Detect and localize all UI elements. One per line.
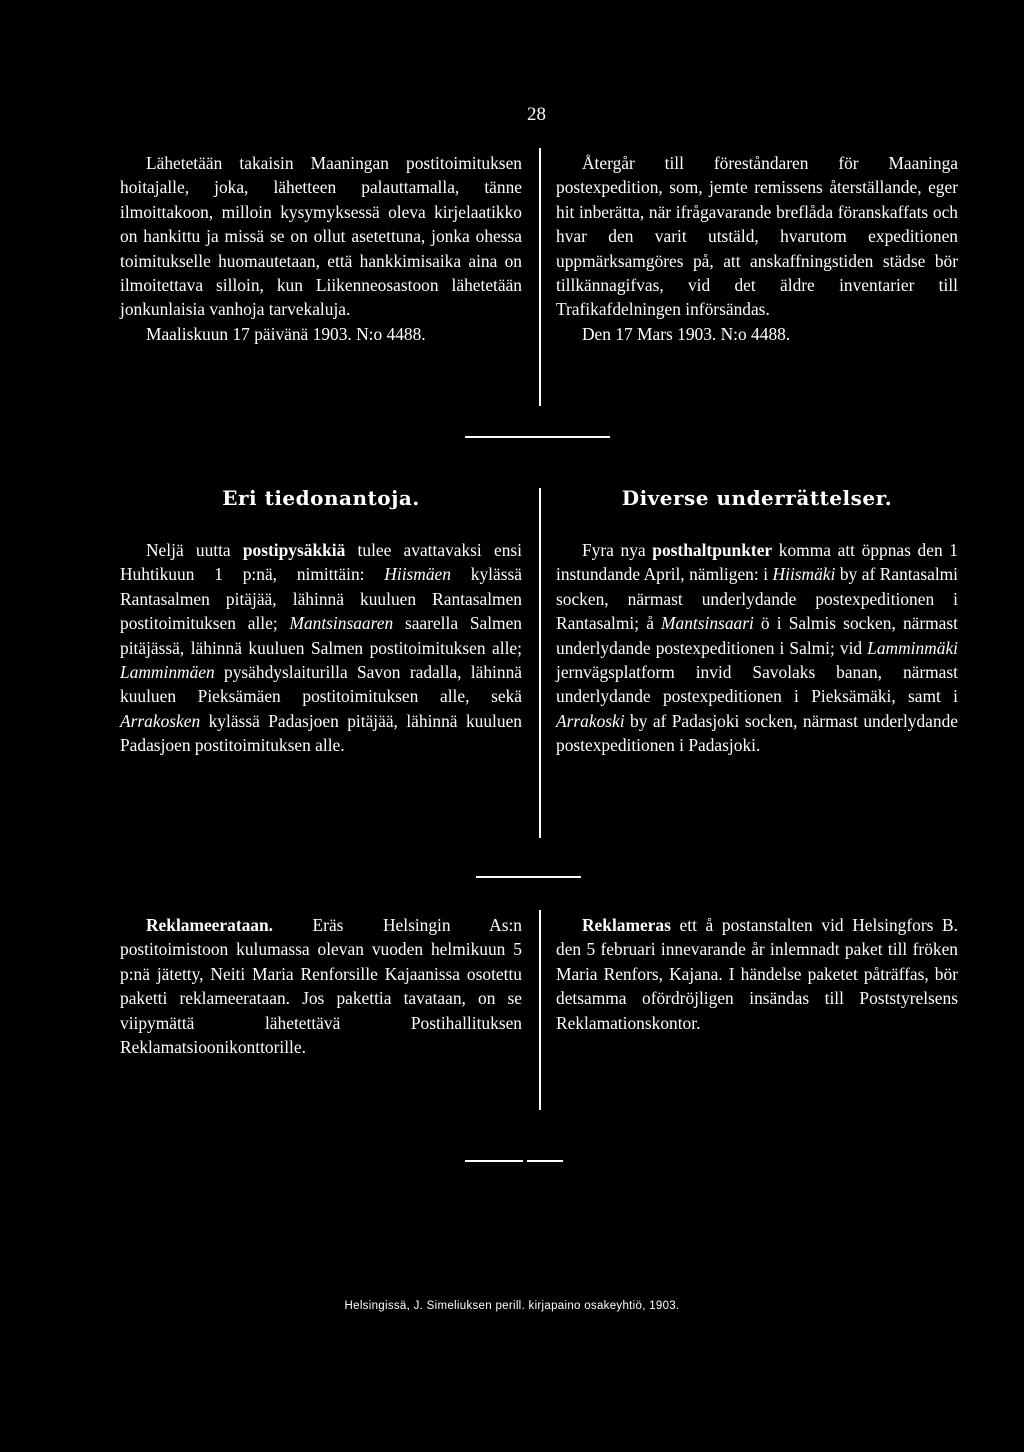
bottom-left-column (120, 913, 522, 1059)
return-note-swedish-date: Den 17 Mars 1903. N:o 4488. (582, 323, 791, 344)
reclamation-swedish: Reklameras ett å postanstalten vid Helsingfors B. den 5 februari innevarande år inlemnadt paket till fröken Maria Renfors, Kajana. I händelse paketet påträffas, bör detsamma ofördröjligen insändas till Poststyrelsens Reklamationskontor. (556, 915, 958, 1033)
heading-swedish-notices: Diverse underrättelser. (621, 486, 893, 510)
new-stops-swedish: Fyra nya posthaltpunkter komma att öppnas den 1 instundande April, nämligen: i Hiismäki by af Rantasalmi socken, närmast underlydande postexpeditionen i Rantasalmi; å Mantsinsaari ö i Salmis socken, närmast underlydande postexpeditionen i Salmi; vid Lamminmäki jernvägsplatform invid Savolaks banan, närmast underlydande postexpeditionen i Pieksämäki, samt i Arrakoski by af Padasjoki socken, närmast underlydande postexpeditionen i Padasjoki. (556, 540, 959, 756)
middle-left-column (120, 538, 522, 758)
section-divider-top (465, 436, 610, 438)
page-number: 28 (527, 104, 546, 125)
printer-imprint: Helsingissä, J. Simeliuksen perill. kirjapaino osakeyhtiö, 1903. (344, 1300, 680, 1312)
return-note-finnish: Lähetetään takaisin Maaningan postitoimituksen hoitajalle, joka, lähetteen palauttamalla, tänne ilmoittakoon, milloin kysymyksessä oleva kirjelaatikko on hankittu ja missä se on ollut asetettuna, jonka ohessa toimitukselle huomautetaan, että hankkimisaika aina on ilmoitettava silloin, kun Liikenneosastoon lähetetään jonkunlaisia vanhoja tarvekaluja. (120, 153, 522, 320)
top-column-divider (539, 148, 541, 406)
return-note-swedish: Återgår till föreståndaren för Maaninga postexpedition, som, jemte remissens återställande, eger hit inberätta, när ifrågavarande breflåda föranskaffats och hvar den varit utstäld, hvarutom expeditionen uppmärksamgöres på, att anskaffningstiden städse bör tillkännagifvas, vid det äldre inventarier till Trafikafdelningen införsändas. (556, 153, 958, 320)
middle-right-column (556, 538, 958, 758)
footer-rule-right (527, 1160, 563, 1162)
reclamation-finnish: Reklameerataan. Eräs Helsingin As:n postitoimistoon kulumassa olevan vuoden helmikuun 5 p:nä jätetty, Neiti Maria Renforsille Kajaanissa osotettu paketti reklameerataan. Jos pakettia tavataan, on se viipymättä lähetettävä Postihallituksen Reklamatsioonikonttorille. (120, 915, 522, 1058)
top-left-column (120, 151, 522, 346)
return-note-finnish-date: Maaliskuun 17 päivänä 1903. N:o 4488. (146, 323, 426, 344)
heading-finnish-notices: Eri tiedonantoja. (222, 486, 420, 510)
section-divider-middle (476, 876, 581, 878)
bottom-right-column (556, 913, 958, 1035)
top-right-column (556, 151, 958, 346)
bottom-column-divider (539, 910, 541, 1110)
footer-rule-left (465, 1160, 523, 1162)
middle-column-divider (539, 488, 541, 838)
new-stops-finnish: Neljä uutta postipysäkkiä tulee avattavaksi ensi Huhtikuun 1 p:nä, nimittäin: Hiismäen kylässä Rantasalmen pitäjää, lähinnä kuuluen Rantasalmen postitoimituksen alle; Mantsinsaaren saarella Salmen pitäjässä, lähinnä kuuluen Salmen postitoimituksen alle; Lamminmäen pysähdyslaiturilla Savon radalla, lähinnä kuuluen Pieksämäen postitoimituksen alle, sekä Arrakosken kylässä Padasjoen pitäjää, lähinnä kuuluen Padasjoen postitoimituksen alle. (120, 540, 522, 756)
